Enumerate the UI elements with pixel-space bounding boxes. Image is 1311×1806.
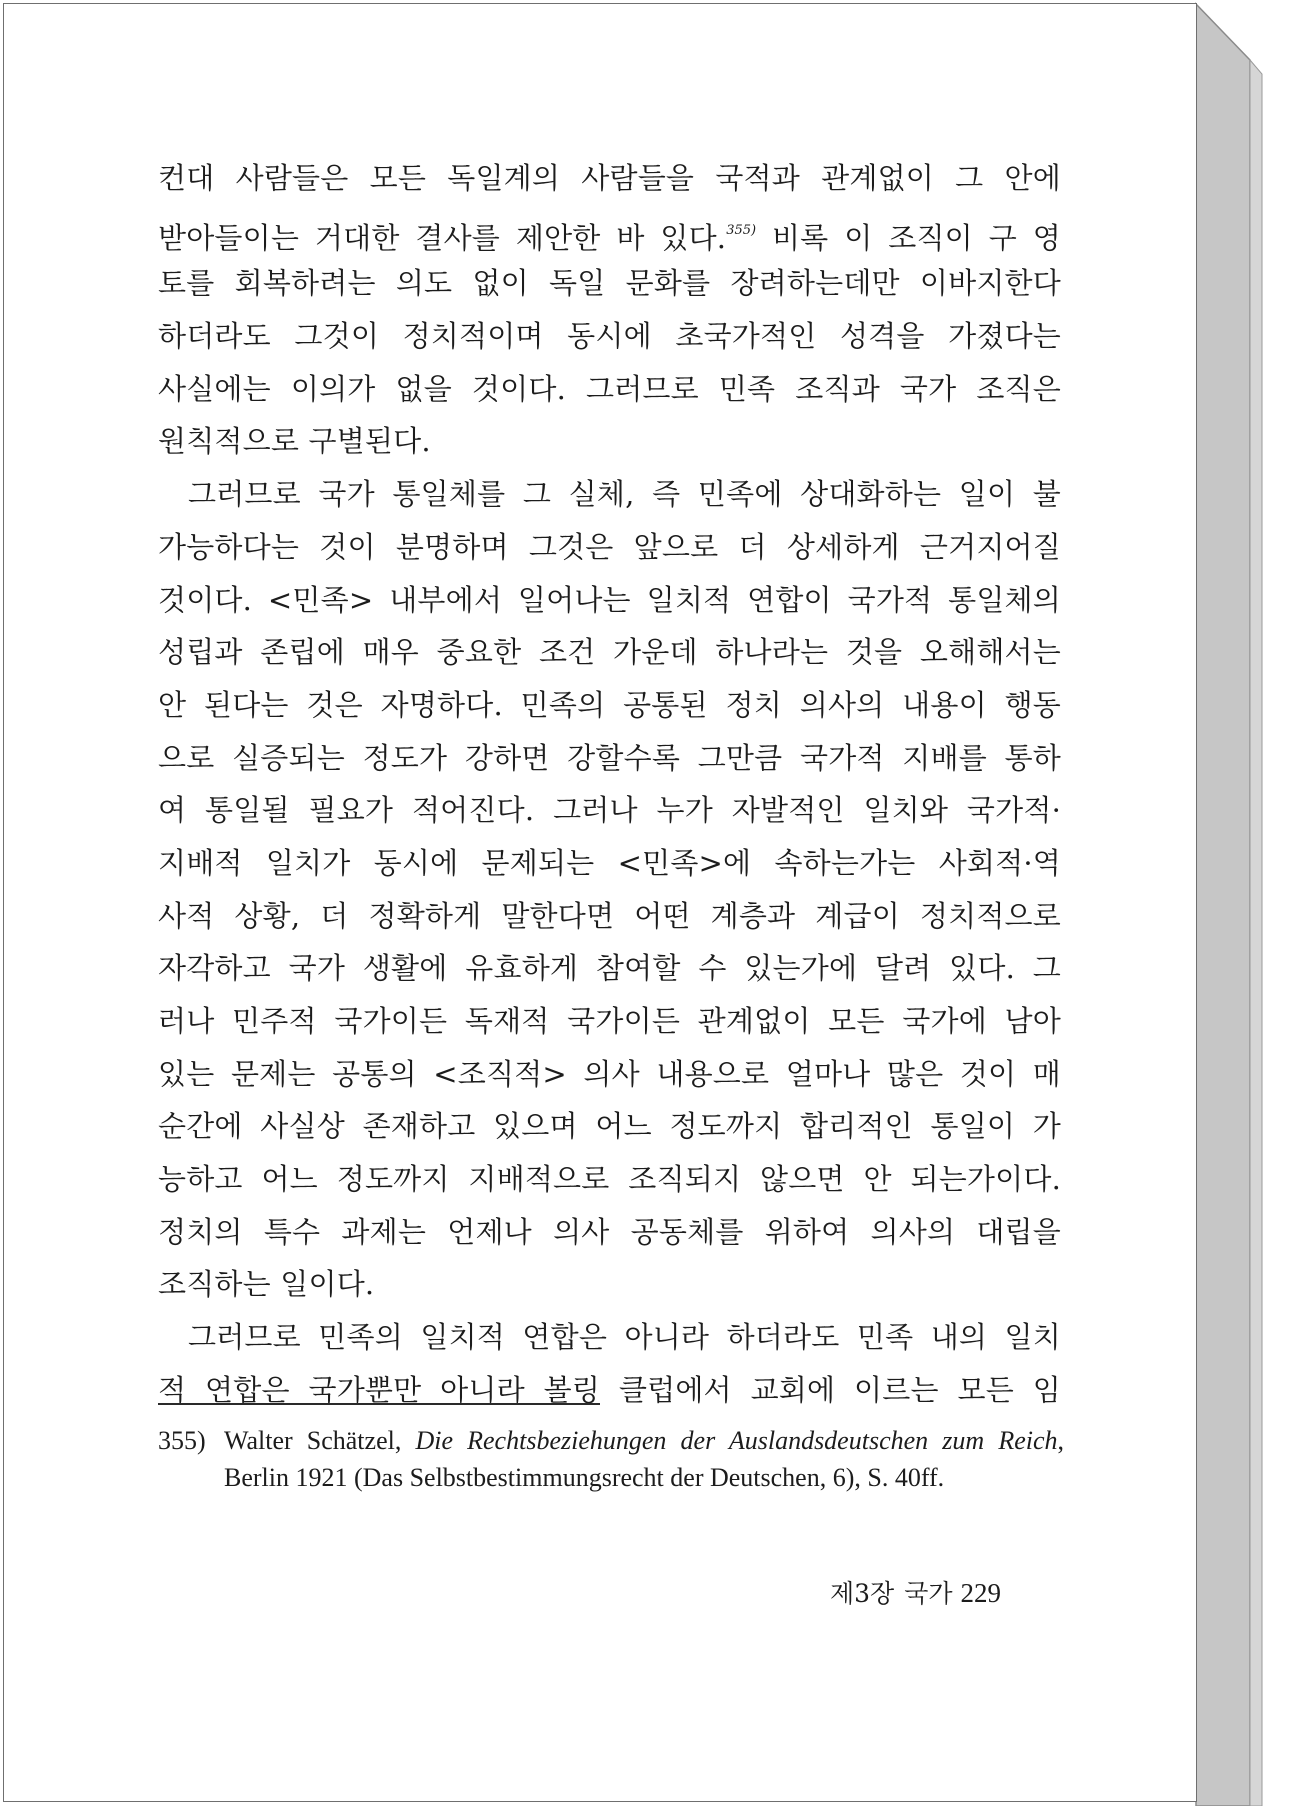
text-line-11: 안 된다는 것은 자명하다. 민족의 공통된 정치 의사의 내용이 행동 bbox=[158, 687, 1061, 722]
text-line-15: 사적 상황, 더 정확하게 말한다면 어떤 계층과 계급이 정치적으로 bbox=[158, 898, 1061, 933]
text-line-5: 사실에는 이의가 없을 것이다. 그러므로 민족 조직과 국가 조직은 bbox=[158, 371, 1061, 406]
text-line-24: 적 연합은 국가뿐만 아니라 볼링 클럽에서 교회에 이르는 모든 임 bbox=[158, 1372, 1061, 1407]
text-line-2-tail: 비록 이 조직이 구 영 bbox=[756, 220, 1061, 255]
text-line-22: 조직하는 일이다. bbox=[158, 1267, 375, 1302]
text-line-2 bbox=[158, 205, 1061, 258]
footnote-text bbox=[224, 1422, 1064, 1496]
body-text bbox=[158, 152, 1061, 1417]
footnote-author: Walter Schätzel, bbox=[224, 1426, 416, 1455]
text-line-19: 순간에 사실상 존재하고 있으며 어느 정도까지 합리적인 통일이 가 bbox=[158, 1109, 1061, 1144]
page-number: 229 bbox=[960, 1578, 1002, 1608]
footnote-title-part2: Reich bbox=[998, 1426, 1058, 1455]
text-line-14: 지배적 일치가 동시에 문제되는 <민족>에 속하는가는 사회적·역 bbox=[158, 845, 1061, 880]
text-line-20: 능하고 어느 정도까지 지배적으로 조직되지 않으면 안 되는가이다. bbox=[158, 1162, 1061, 1197]
text-line-23: 그러므로 민족의 일치적 연합은 아니라 하더라도 민족 내의 일치 bbox=[188, 1320, 1061, 1355]
text-line-18: 있는 문제는 공통의 <조직적> 의사 내용으로 얼마나 많은 것이 매 bbox=[158, 1056, 1061, 1091]
footnote-divider bbox=[158, 1403, 600, 1405]
text-line-16: 자각하고 국가 생활에 유효하게 참여할 수 있는가에 달려 있다. 그 bbox=[158, 951, 1061, 986]
text-line-4: 하더라도 그것이 정치적이며 동시에 초국가적인 성격을 가졌다는 bbox=[158, 319, 1061, 354]
footer-section: 국가 bbox=[904, 1579, 953, 1608]
text-line-12: 으로 실증되는 정도가 강하면 강할수록 그만큼 국가적 지배를 통하 bbox=[158, 740, 1061, 775]
footnote-rest: , Berlin 1921 (Das Selbstbestimmungsrecht der Deutschen, 6), S. 40ff. bbox=[224, 1426, 1064, 1492]
text-line-21: 정치의 특수 과제는 언제나 의사 공동체를 위하여 의사의 대립을 bbox=[158, 1214, 1061, 1249]
footnote-title-part1: Die Rechtsbeziehungen der Auslandsdeutschen zum bbox=[415, 1426, 985, 1455]
footnote bbox=[158, 1422, 1064, 1496]
text-line-1: 컨대 사람들은 모든 독일계의 사람들을 국적과 관계없이 그 안에 bbox=[158, 161, 1061, 195]
text-line-9: 것이다. <민족> 내부에서 일어나는 일치적 연합이 국가적 통일체의 bbox=[158, 582, 1061, 617]
footnote-reference[interactable]: 355) bbox=[726, 222, 757, 238]
text-line-6: 원칙적으로 구별된다. bbox=[158, 424, 431, 459]
footnote-number: 355) bbox=[158, 1426, 206, 1455]
text-line-3: 토를 회복하려는 의도 없이 독일 문화를 장려하는데만 이바지한다 bbox=[158, 266, 1061, 301]
footer-chapter: 제3장 bbox=[830, 1579, 895, 1608]
text-line-17: 러나 민주적 국가이든 독재적 국가이든 관계없이 모든 국가에 남아 bbox=[158, 1004, 1061, 1038]
text-line-8: 가능하다는 것이 분명하며 그것은 앞으로 더 상세하게 근거지어질 bbox=[158, 529, 1061, 564]
text-line-2-head: 받아들이는 거대한 결사를 제안한 바 있다. bbox=[158, 220, 727, 255]
text-line-7: 그러므로 국가 통일체를 그 실체, 즉 민족에 상대화하는 일이 불 bbox=[188, 477, 1061, 512]
running-footer bbox=[830, 1574, 1001, 1610]
text-line-10: 성립과 존립에 매우 중요한 조건 가운데 하나라는 것을 오해해서는 bbox=[158, 635, 1061, 670]
text-line-13: 여 통일될 필요가 적어진다. 그러나 누가 자발적인 일치와 국가적· bbox=[158, 793, 1061, 828]
